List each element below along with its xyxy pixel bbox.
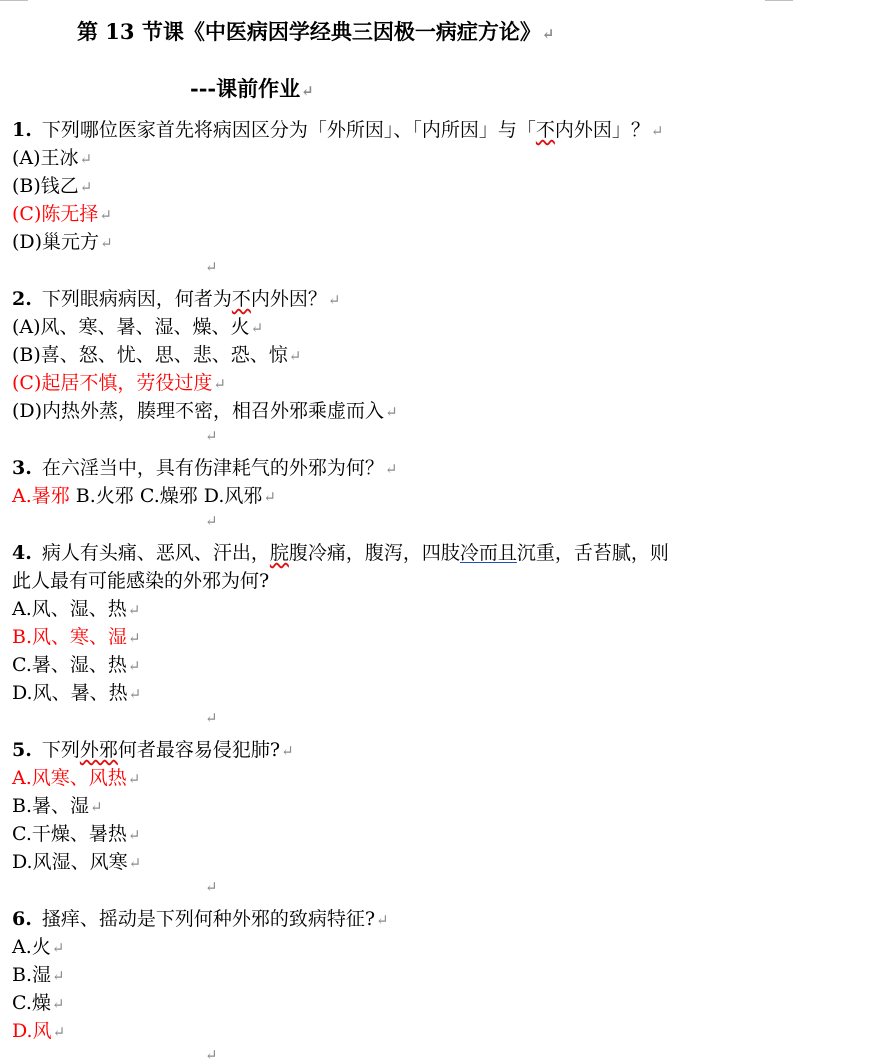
option-text: D.风湿、风寒 — [12, 851, 128, 873]
question-number: 2. — [12, 288, 32, 310]
option-text: B.暑、湿 — [12, 795, 90, 817]
paragraph-mark-icon: ↵ — [79, 150, 93, 168]
question-6 — [12, 905, 389, 934]
paragraph-mark-icon: ↵ — [127, 826, 141, 844]
question-text: 病人有头痛、恶风、汗出， — [41, 542, 270, 564]
title-text: 第 13 节课《中医病因学经典三因极一病症方论》 — [77, 19, 541, 44]
option — [12, 144, 92, 173]
question-text: 沉重，舌苔腻，则 — [516, 542, 669, 564]
paragraph-mark-icon: ↵ — [52, 1023, 66, 1041]
question-text: 下列 — [41, 739, 80, 761]
option — [12, 679, 141, 708]
option-text: A.火 — [12, 936, 51, 958]
question-text: 此人最有可能感染的外邪为何? — [12, 570, 270, 592]
option-text: (D)巢元方 — [12, 231, 100, 253]
option-row — [12, 482, 276, 511]
question-number: 5. — [12, 739, 32, 761]
paragraph-mark-icon: ↵ — [288, 347, 302, 365]
option-text: B.火邪 C.燥邪 D.风邪 — [69, 485, 263, 507]
question-4-continued — [12, 567, 269, 595]
option-text: B.风、寒、湿 — [12, 626, 128, 648]
paragraph-mark-icon: ↵ — [99, 206, 112, 224]
option — [12, 651, 140, 680]
option — [12, 397, 398, 426]
paragraph-mark-icon: ↵ — [51, 995, 65, 1013]
option-text: (B)钱乙 — [12, 175, 79, 197]
question-number: 4. — [12, 542, 32, 564]
question-text: 在六淫当中，具有伤津耗气的外邪为何？ — [41, 457, 384, 479]
option — [12, 228, 113, 257]
option-text: A.风、湿、热 — [12, 598, 127, 620]
option-text: (C)起居不慎，劳役过度 — [12, 372, 213, 394]
question-1 — [12, 116, 663, 145]
question-number: 6. — [12, 908, 32, 930]
option-text: (C)陈无择 — [12, 203, 99, 225]
document-subtitle — [190, 73, 314, 103]
question-text: 下列眼病病因，何者为 — [41, 288, 232, 310]
option-text: D.风 — [12, 1020, 52, 1042]
option — [12, 961, 65, 990]
option — [12, 313, 263, 342]
question-text: 下列哪位医家首先将病因区分为「外所因」、「内所因」与「 — [41, 119, 536, 141]
spellcheck-word: 不 — [231, 288, 251, 310]
correct-option — [12, 200, 112, 229]
paragraph-mark-icon: ↵ — [127, 657, 141, 675]
question-number: 1. — [12, 119, 32, 141]
question-text: 内外因」？ — [554, 119, 650, 141]
paragraph-mark-icon: ↵ — [263, 488, 276, 506]
paragraph-mark-icon: ↵ — [327, 291, 341, 309]
paragraph-mark-icon: ↵ — [376, 911, 389, 929]
option — [12, 792, 103, 821]
option — [12, 341, 301, 370]
subtitle-text: ---课前作业 — [190, 76, 301, 101]
paragraph-mark-icon: ↵ — [128, 685, 142, 703]
option-text: D.风、暑、热 — [12, 682, 128, 704]
paragraph-mark-icon: ↵ — [205, 512, 218, 530]
correct-option — [12, 1017, 65, 1046]
option-text: A.风寒、风热 — [12, 767, 127, 789]
document-title — [77, 16, 554, 46]
option-text: (A)王冰 — [12, 147, 79, 169]
paragraph-mark-icon: ↵ — [650, 122, 664, 140]
correct-option — [12, 764, 140, 793]
correct-option — [12, 623, 141, 652]
option — [12, 820, 140, 849]
paragraph-mark-icon: ↵ — [541, 25, 555, 43]
question-2 — [12, 285, 340, 314]
option — [12, 172, 92, 201]
question-text: 搔痒、摇动是下列何种外邪的致病特征? — [41, 908, 376, 930]
paragraph-mark-icon: ↵ — [128, 629, 141, 647]
option-text: B.湿 — [12, 964, 52, 986]
page-corner-right — [765, 0, 793, 4]
paragraph-mark-icon: ↵ — [52, 967, 65, 985]
option — [12, 989, 64, 1018]
option-text: C.干燥、暑热 — [12, 823, 127, 845]
paragraph-mark-icon: ↵ — [51, 939, 65, 957]
paragraph-mark-icon: ↵ — [281, 742, 294, 760]
paragraph-mark-icon: ↵ — [205, 427, 218, 445]
paragraph-mark-icon: ↵ — [385, 403, 398, 421]
option-text: (D)内热外蒸，腠理不密，相召外邪乘虚而入 — [12, 400, 385, 422]
paragraph-mark-icon: ↵ — [205, 1046, 218, 1064]
option-text: (A)风、寒、暑、湿、燥、火 — [12, 316, 250, 338]
question-text: 何者最容易侵犯肺? — [117, 739, 281, 761]
paragraph-mark-icon: ↵ — [213, 375, 226, 393]
paragraph-mark-icon: ↵ — [384, 460, 398, 478]
correct-option — [12, 369, 226, 398]
option-text: (B)喜、怒、忧、思、悲、恐、惊 — [12, 344, 288, 366]
question-5 — [12, 736, 294, 765]
question-3 — [12, 454, 397, 483]
option-text: C.暑、湿、热 — [12, 654, 127, 676]
spellcheck-word: 不 — [535, 119, 555, 141]
paragraph-mark-icon: ↵ — [127, 601, 141, 619]
paragraph-mark-icon: ↵ — [128, 854, 142, 872]
option — [12, 848, 141, 877]
spellcheck-word: 脘 — [269, 542, 289, 564]
question-number: 3. — [12, 457, 32, 479]
option-text: C.燥 — [12, 992, 51, 1014]
question-4 — [12, 539, 669, 567]
paragraph-mark-icon: ↵ — [205, 258, 218, 276]
paragraph-mark-icon: ↵ — [79, 178, 93, 196]
paragraph-mark-icon: ↵ — [100, 234, 113, 252]
paragraph-mark-icon: ↵ — [301, 82, 314, 100]
paragraph-mark-icon: ↵ — [90, 798, 103, 816]
correct-option: A.暑邪 — [12, 485, 70, 507]
question-text: 腹冷痛，腹泻，四肢 — [288, 542, 460, 564]
page-corner-left — [0, 0, 28, 4]
paragraph-mark-icon: ↵ — [205, 878, 218, 896]
paragraph-mark-icon: ↵ — [205, 709, 218, 727]
option — [12, 595, 140, 624]
question-text: 内外因？ — [250, 288, 327, 310]
paragraph-mark-icon: ↵ — [127, 770, 141, 788]
paragraph-mark-icon: ↵ — [250, 319, 264, 337]
grammar-underline: 冷而且 — [459, 542, 517, 564]
spellcheck-word: 外邪 — [79, 739, 118, 761]
option — [12, 933, 64, 962]
